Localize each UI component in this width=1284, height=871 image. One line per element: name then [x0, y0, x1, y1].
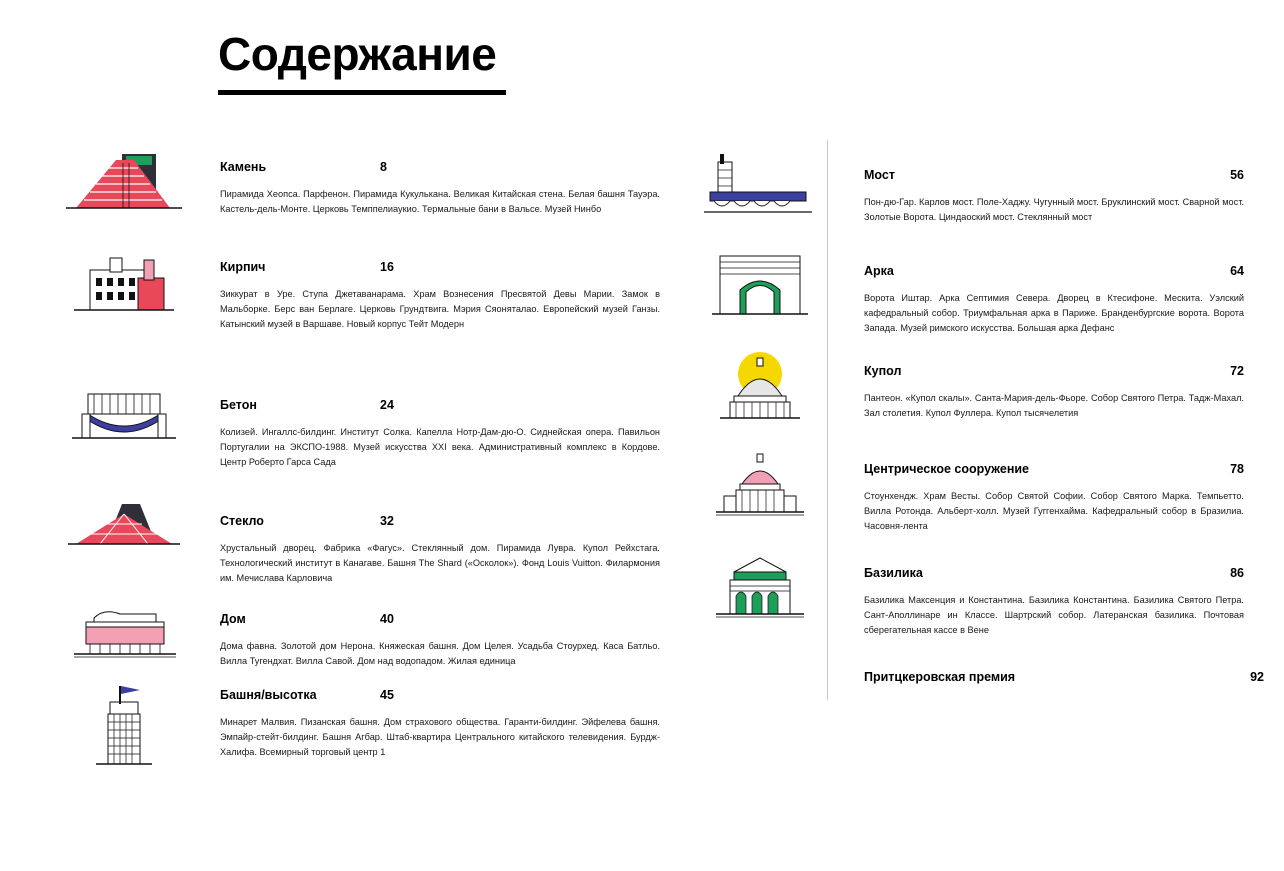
entry-description: Зиккурат в Уре. Ступа Джетаванарама. Храм Вознесения Пресвятой Девы Марии. Замок в Мальборке. Берс ван Берлаге. Церковь Грундтвига. Мэрия Сяоняталао. Европейский музей Ганзы. Катынский музей в Варшаве. Новый корпус Тейт Модерн [220, 289, 660, 329]
entry-description: Пон-дю-Гар. Карлов мост. Поле-Хаджу. Чугунный мост. Бруклинский мост. Сварной мост. Золотые Ворота. Циндаоский мост. Стеклянный мост [864, 197, 1244, 222]
entry-name: Центрическое сооружение [864, 462, 1030, 476]
entry-header [864, 264, 1244, 278]
central-structure-icon [700, 450, 820, 526]
page-title: Содержание [218, 28, 497, 80]
entry-header [864, 462, 1244, 476]
louvre-pyramid-icon [60, 500, 188, 560]
pyramid-kukulkan-icon [60, 150, 188, 216]
entry-page-number: 92 [1250, 670, 1264, 684]
entry-description: Хрустальный дворец. Фабрика «Фагус». Стеклянный дом. Пирамида Лувра. Купол Рейхстага. Технологический институт в Канагаве. Башня The Shard («Осколок»). Фонд Louis Vuitton. Филармония им. Мечислава Карловича [220, 543, 660, 583]
entry-page-number: 8 [380, 160, 387, 174]
title-underline [218, 90, 506, 95]
leaning-tower-icon [60, 680, 188, 780]
entry-header [220, 612, 660, 626]
entry-header [220, 260, 660, 274]
entry-name: Бетон [220, 398, 257, 412]
entry-page-number: 86 [1230, 566, 1244, 580]
entry-description: Колизей. Ингаллс-билдинг. Институт Солка. Капелла Нотр-Дам-дю-О. Сиднейская опера. Павильон Португалии на ЭКСПО-1988. Музей искусства XXI века. Административный комплекс в Кордове. Центр Роберто Гарса Сада [220, 427, 660, 467]
entry-page-number: 45 [380, 688, 394, 702]
bridge-icon [700, 150, 820, 216]
entry-page-number: 16 [380, 260, 394, 274]
entry-header [864, 670, 1264, 684]
entry-header [220, 398, 660, 412]
entry-page-number: 32 [380, 514, 394, 528]
entry-header [864, 364, 1244, 378]
entry-description: Пантеон. «Купол скалы». Санта-Мария-дель-Фьоре. Собор Святого Петра. Тадж-Махал. Зал столетия. Купол Фуллера. Купол тысячелетия [864, 393, 1244, 418]
entry-page-number: 56 [1230, 168, 1244, 182]
entry-name: Купол [864, 364, 902, 378]
entry-header [220, 514, 660, 528]
entry-description: Минарет Малвия. Пизанская башня. Дом страхового общества. Гаранти-билдинг. Эйфелева башня. Эмпайр-стейт-билдинг. Башня Агбар. Штаб-квартира Центрального китайского телевидения. Бурдж-Халифа. Всемирный торговый центр 1 [220, 717, 660, 757]
entry-description: Базилика Максенция и Константина. Базилика Константина. Базилика Святого Петра. Сант-Аполлинаре ин Классе. Шартрский собор. Латеранская базилика. Почтовая сберегательная кассе в Вене [864, 595, 1244, 635]
entry-header [864, 566, 1244, 580]
entry-name: Кирпич [220, 260, 266, 274]
villa-savoye-icon [60, 600, 188, 662]
entry-description: Дома фавна. Золотой дом Нерона. Княжеская башня. Дом Целея. Усадьба Стоурхед. Каса Батльо. Вилла Тугендхат. Вилла Савой. Дом над водопадом. Жилая единица [220, 641, 660, 666]
entry-header [864, 168, 1244, 182]
entry-name: Дом [220, 612, 246, 626]
entry-page-number: 64 [1230, 264, 1244, 278]
entry-description: Стоунхендж. Храм Весты. Собор Святой Софии. Собор Святого Марка. Темпьетто. Вилла Ротонда. Альберт-холл. Музей Гуггенхайма. Кафедральный собор в Бразилиа. Часовня-лента [864, 491, 1244, 531]
toc-entry-pritzker[interactable] [864, 670, 1264, 697]
entry-description: Пирамида Хеопса. Парфенон. Пирамида Кукулькана. Великая Китайская стена. Белая башня Тауэра. Кастель-дель-Монте. Церковь Темппелиаукио. Термальные бани в Вальсе. Музей Нинбо [220, 189, 660, 214]
entry-header [220, 160, 660, 174]
entry-page-number: 24 [380, 398, 394, 412]
dome-icon [700, 352, 820, 428]
arch-icon [700, 248, 820, 324]
concrete-pavilion-icon [60, 380, 188, 446]
entry-header [220, 688, 660, 702]
entry-name: Башня/высотка [220, 688, 317, 702]
entry-name: Камень [220, 160, 267, 174]
column-divider [827, 140, 828, 700]
entry-name: Базилика [864, 566, 923, 580]
entry-name: Мост [864, 168, 895, 182]
entry-description: Ворота Иштар. Арка Септимия Севера. Дворец в Ктесифоне. Мескита. Уэлский кафедральный собор. Триумфальная арка в Париже. Бранденбургские ворота. Ворота Запада. Музей римского искусства. Большая арка Дефанс [864, 293, 1244, 333]
entry-page-number: 40 [380, 612, 394, 626]
basilica-icon [700, 552, 820, 628]
entry-name: Притцкеровская премия [864, 670, 1016, 684]
entry-name: Арка [864, 264, 894, 278]
entry-page-number: 78 [1230, 462, 1244, 476]
entry-page-number: 72 [1230, 364, 1244, 378]
title-block [218, 30, 818, 95]
brick-building-icon [60, 248, 188, 320]
entry-name: Стекло [220, 514, 264, 528]
